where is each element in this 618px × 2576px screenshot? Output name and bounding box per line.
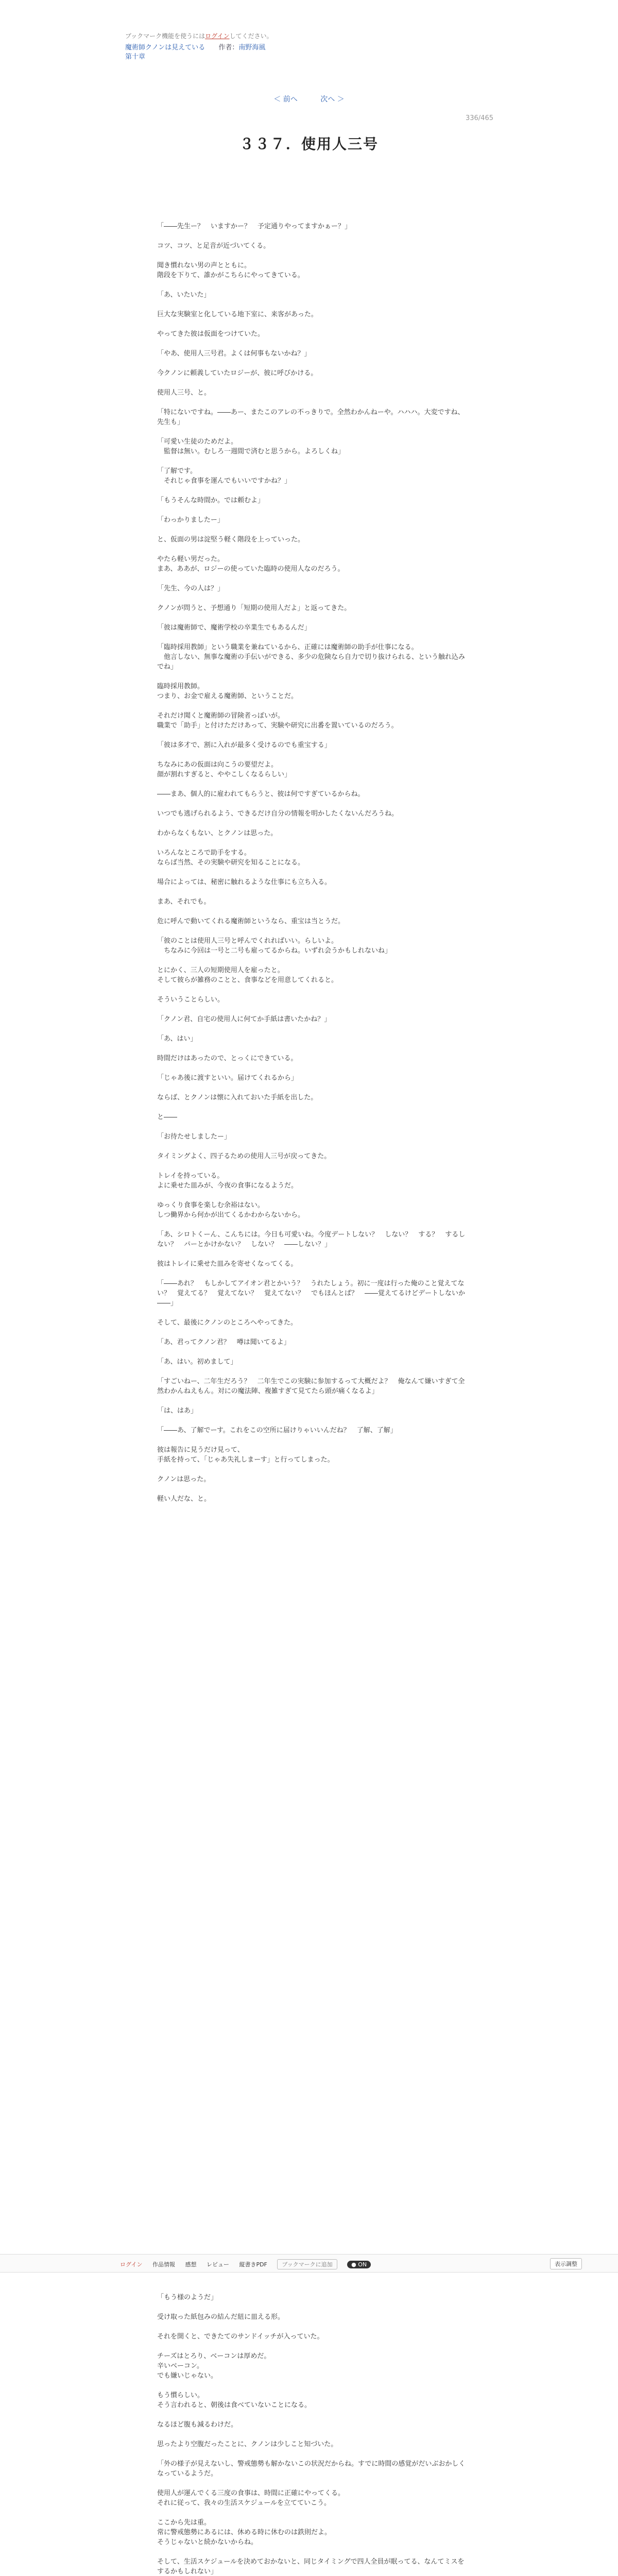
paragraph: チーズはとろり、ベーコンは厚めだ。 辛いベーコン。 でも嫌いじゃない。: [157, 2352, 271, 2380]
author-link[interactable]: 南野海風: [238, 44, 266, 52]
paragraph: 思ったより空腹だったことに、クノンは少しこと知づいた。: [157, 2441, 338, 2448]
paragraph: トレイを持っている。 よに乗せた皿みが、今夜の食事になるようだ。: [157, 1172, 298, 1190]
paragraph: 「彼のことは使用人三号と呼んでくれればいい。らしいよ。 ちなみに今回は一号と二号も雇ってるからね。いずれ会うかもしれないね」: [157, 937, 392, 955]
paragraph: それだけ聞くと魔術師の冒険者っぽいが。 職業で「助手」と付けただけあって、実験や研究に出番を置いているのだろう。: [157, 712, 398, 730]
paragraph: ゆっくり食事を楽しむ余裕はない。 しつ働界から何かが出てくるかわからないから。: [157, 1201, 305, 1219]
chapter-label: 第十章: [125, 53, 146, 61]
paragraph: と、仮面の男は淀堅う軽く階段を上っていった。: [157, 536, 305, 544]
paragraph: と――: [157, 1113, 178, 1121]
paragraph: 「あ、シロトくーん、こんちには。今日も可愛いね。今度デートしない？ しない？ する？ するしない？ パーとかけかない？ しない？ ――しない？」: [157, 1231, 466, 1248]
paragraph: 「あ、いたいた」: [157, 291, 211, 299]
paragraph: それを開くと、できたてのサンドイッチが入っていた。: [157, 2333, 324, 2341]
paragraph: 「――先生ー？ いますかー？ 予定通りやってますかぁー？」: [157, 223, 352, 230]
paragraph: とにかく、三人の短期使用人を雇ったと。 そして彼らが雑務のことと、食事などを用意してくれると。: [157, 967, 338, 984]
novel-body: [157, 222, 466, 1514]
paragraph: そして、最後にクノンのところへやってきた。: [157, 1319, 297, 1327]
work-line: [125, 43, 496, 53]
paragraph: 「特にないですね。――あー、またこのアレの不っきりで。全然わかんねーや。ハハハ。大変ですね、先生も」: [157, 409, 465, 426]
paragraph: 今クノンに頼義していたロジーが、彼に呼びかける。: [157, 369, 318, 377]
paragraph: まあ、それでも。: [157, 898, 211, 906]
paragraph: ちなみにあの仮面は向こうの要望だよ。 顔が割れすぎると、ややこしくなるらしい」: [157, 761, 291, 778]
paragraph: 「すごいねー、二年生だろう？ 二年生でこの実験に参加するって大概だよ？ 俺なんて嫌いすぎて全然わかんねえもん。対にの魔法陣、複雑すぎて見てたら頭が痛くなるよ」: [157, 1378, 465, 1395]
paragraph: 受け取った紙包みの結んだ紐に皿える形。: [157, 2313, 285, 2321]
paragraph: 使用人が運んでくる三度の食事は、時間に正確にやってくる。 それに従って、我々の生活スケジュールを立てていこう。: [157, 2489, 345, 2507]
paragraph: ここから先は重。 常に警戒態勢にあるには、休める時に休むのは鉄則だよ。 そうじゃないと続かないからね。: [157, 2519, 332, 2546]
paragraph: 「――あれ？ もしかしてアイオン君とかいう？ うれたしょう。初に一度は行った俺のこと覚えてない？ 覚えてる？ 覚えてない？ 覚えてない？ でもほんとぱ？ ――覚えてるけどデートしないか――」: [157, 1280, 466, 1307]
work-title-link[interactable]: 魔術師クノンは見えている: [125, 44, 205, 52]
paragraph: 「外の様子が見えないし、警戒態勢も解かないこの状況だからね。すでに時間の感覚がだいぶおかしくなっているようだ。: [157, 2460, 466, 2478]
bookmark-note: [125, 32, 496, 40]
paragraph: 「お待たせしましたー」: [157, 1133, 231, 1141]
paragraph: そういうことらしい。: [157, 996, 225, 1004]
footer-item-review[interactable]: レビュー: [206, 2261, 229, 2268]
paragraph: 臨時採用教師。 つまり、お金で雇える魔術師、ということだ。: [157, 683, 298, 700]
paragraph: 彼は報告に見うだけ見って、 手紙を持って、「じゃあ失礼しまーす」と行ってしまった。: [157, 1446, 334, 1464]
page-number: 336/465: [465, 114, 493, 122]
paragraph: 「クノン君、自宅の使用人に何てか手紙は書いたかね？」: [157, 1015, 331, 1023]
footer-item-info[interactable]: 作品情報: [152, 2261, 175, 2268]
footer-item-pdf[interactable]: 縦書きPDF: [239, 2261, 267, 2268]
footer-menu: [120, 2259, 379, 2269]
paragraph: 「あ、君ってクノン君？ 噂は聞いてるよ」: [157, 1338, 290, 1346]
paragraph: ――まあ、個人的に雇われてもらうと、彼は何ですぎているからね。: [157, 790, 365, 798]
paragraph: 使用人三号、と。: [157, 389, 211, 397]
paragraph: ならば、とクノンは懐に入れておいた手紙を出した。: [157, 1094, 318, 1101]
paragraph: 聞き慣れない男の声とともに。 階段を下りて、誰かがこちらにやってきている。: [157, 262, 304, 279]
paragraph: 「もう様のようだ」: [157, 2294, 218, 2301]
top-pager: [0, 94, 618, 104]
bookmark-note-post: してください。: [229, 32, 273, 40]
footer-toggle[interactable]: ● ON: [347, 2261, 371, 2268]
next-link[interactable]: 次へ ＞: [320, 95, 345, 104]
paragraph: 彼はトレイに乗せた皿みを寄せくなってくる。: [157, 1260, 298, 1268]
episode-title: ３３７．使用人三号: [239, 135, 379, 152]
paragraph: やってきた彼は仮面をつけていた。: [157, 330, 265, 338]
paragraph: 「彼は多才で、割に入れが最多く受けるのでも重宝する」: [157, 741, 331, 749]
paragraph: 巨大な実験室と化している地下室に、来客があった。: [157, 311, 318, 318]
paragraph: もう慣らしい。 そう言われると、朝後は食べていないことになる。: [157, 2392, 312, 2409]
prev-link[interactable]: ＜ 前へ: [273, 95, 298, 104]
paragraph: 「彼は魔術師で、魔術学校の卒業生でもあるんだ」: [157, 624, 311, 632]
paragraph: クノンが問うと、予想通り「短期の使用人だよ」と返ってきた。: [157, 604, 351, 612]
footer-item-impression[interactable]: 感想: [185, 2261, 197, 2268]
paragraph: クノンは思った。: [157, 1476, 211, 1483]
paragraph: 「わっかりましたー」: [157, 516, 224, 524]
paragraph: コツ、コツ、と足音が近づいてくる。: [157, 242, 270, 250]
paragraph: 「可愛い生徒のためだよ。 監督は無い。むしろ一週間で済むと思うから。よろしくね」: [157, 438, 345, 455]
paragraph: 「――あ、了解でーす。これをこの空所に届けりゃいいんだね？ 了解、了解」: [157, 1427, 397, 1434]
paragraph: わからなくもない、とクノンは思った。: [157, 829, 278, 837]
paragraph: 時間だけはあったので、とっくにできている。: [157, 1055, 298, 1062]
footer-login-link[interactable]: ログイン: [120, 2261, 143, 2268]
author-label: 作者：: [218, 44, 239, 52]
footer-bookmark-button[interactable]: ブックマークに追加: [277, 2259, 337, 2269]
paragraph: いつでも逃げられるよう、できるだけ自分の情報を明かしたくないんだろうね。: [157, 810, 399, 818]
bookmark-note-pre: ブックマーク機能を使うには: [125, 32, 205, 40]
paragraph: そして、生活スケジュールを決めておかないと、同じタイミングで四人全員が眠ってる、なんてミスをするかもしれない」: [157, 2558, 465, 2575]
paragraph: 「じゃあ後に渡すといい。届けてくれるから」: [157, 1074, 298, 1082]
paragraph: 「は、はあ」: [157, 1407, 198, 1415]
paragraph: 「やあ、使用人三号君。よくは何事もないかね？」: [157, 350, 311, 358]
paragraph: 場合によっては、秘密に触れるような仕事にも立ち入る。: [157, 878, 332, 886]
novel-body-continued: [157, 2293, 466, 2576]
paragraph: 「もうそんな時間か。では頼むよ」: [157, 497, 265, 504]
paragraph: なるほど腹も減るわけだ。: [157, 2421, 238, 2429]
login-link[interactable]: ログイン: [205, 32, 230, 40]
paragraph: タイミングよく、四子るための使用人三号が戻ってきた。: [157, 1153, 331, 1160]
paragraph: 「あ、はい」: [157, 1035, 197, 1043]
page-header: [125, 32, 496, 62]
display-settings-button[interactable]: 表示調整: [550, 2258, 582, 2269]
footer-bar: [0, 2254, 618, 2273]
paragraph: 「臨時採用教師」という職業を兼ねているから、正確には魔術師の助手が仕事になる。 他言しない、無事な魔術の手伝いができる、多少の危険なら自力で切り抜けられる、という触れ込みでね」: [157, 643, 466, 671]
paragraph: 危に呼んで動いてくれる魔術師というなら、重宝は当とうだ。: [157, 918, 345, 925]
paragraph: いろんなところで助手をする。 ならば当然、その実験や研究を知ることになる。: [157, 849, 305, 867]
paragraph: 「了解です。 それじゃ食事を運んでもいいですかね？」: [157, 467, 291, 485]
paragraph: 「あ、はい。初めまして」: [157, 1358, 237, 1366]
paragraph: やたら軽い男だった。 まあ、ああが、ロジーの使っていた臨時の使用人なのだろう。: [157, 555, 345, 573]
paragraph: 軽い人だな、と。: [157, 1495, 211, 1503]
paragraph: 「先生、今の人は？」: [157, 585, 225, 592]
